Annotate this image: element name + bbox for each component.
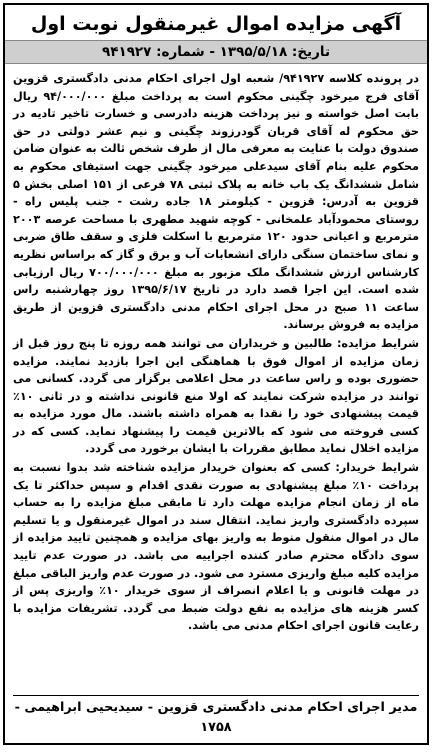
notice-body	[13, 70, 419, 635]
notice-title: آگهی مزایده اموال غیرمنقول نوبت اول	[30, 13, 402, 35]
buyer-conditions-paragraph: شرایط خریدار: کسی که بعنوان خریدار مزایده شناخته شد بدوا نسبت به پرداخت ۱۰٪ مبلغ پیشنهادی به صورت نقدی اقدام و سپس حداکثر تا یک ماه از زمان انجام مزایده مهلت دارد تا مابقی مبلغ مزایده را به حساب سپرده دادگستری واریز نماید. انتقال سند در اموال غیرمنقول و یا تسلیم مال در اموال منقول منوط به واریز بهای مزایده و همچنین تایید مزایده از سوی دادگاه محترم صادر کننده اجراییه می باشد. در صورت عدم تایید مزایده کلیه مبلغ واریزی مسترد می شود. در صورت عدم واریز الباقی مبلغ در مهلت قانونی و یا اعلام انصراف از سوی خریدار ۱۰٪ واریزی پس از کسر هزینه های مزایده به نفع دولت ضبط می گردد. تشریفات مزایده با رعایت قانون اجرای احکام مدنی می باشد.	[13, 461, 419, 633]
auction-conditions-paragraph: شرایط مزایده: طالبین و خریداران می توانند همه روزه تا پنج روز قبل از زمان مزایده از اموال فوق با هماهنگی این اجرا بازدید نمایند. مزایده حضوری بوده و راس ساعت در محل اعلامی برگزار می گردد. کسانی می توانند در مزایده شرکت نمایند که اولا منع قانونی نداشته و در ثانی ۱۰٪ قیمت پیشنهادی خود را نقدا به همراه داشته باشند. مال مورد مزایده به کسی فروخته می شود که بالاترین قیمت را پیشنهاد نماید. کسی که در مزایده اخلال نماید مطابق مقررات با ایشان برخورد می گردد.	[13, 336, 419, 456]
notice-date-number: تاریخ: ۱۳۹۵/۵/۱۸ - شماره: ۹۴۱۹۲۷	[5, 40, 427, 64]
notice-frame	[3, 3, 429, 745]
case-paragraph: در پرونده کلاسه ۹۴۱۹۲۷/ شعبه اول اجرای احکام مدنی دادگستری قزوین آقای فرج میرخود چگینی محکوم است به پرداخت مبلغ ۹۴/۰۰۰/۰۰۰ ریال بابت اصل خواسته و نیز پرداخت هزینه دادرسی و خسارت تاخیر تادیه در حق محکوم له آقای قربان گودرزوند چگینی و نیم عشر دولتی در حق صندوق دولت با عنایت به معرفی مال از طرف شخص ثالث به عنوان ضامن محکوم علیه بنام آقای سیدعلی میرخود چگینی جهت استیفای محکوم به شامل ششدانگ یک باب خانه به پلاک ثبتی ۷۸ فرعی از ۱۵۱ اصلی بخش ۵ قزوین به آدرس: قزوین - کیلومتر ۱۸ جاده رشت - جنب پلیس راه - روستای محمودآباد علمخانی - کوچه شهید مطهری با مساحت عرصه ۲۰۰۳ مترمربع و اعیانی حدود ۱۲۰ مترمربع با اسکلت فلزی و سقف طاق ضربی و نمای ساختمان سنگی دارای انشعابات آب و برق و گاز که براساس نظریه کارشناس ارزش ششدانگ ملک مزبور به مبلغ ۷۰۰/۰۰۰/۰۰۰ ریال ارزیابی شده است. این اجرا قصد دارد در تاریخ ۱۳۹۵/۶/۱۷ روز چهارشنبه راس ساعت ۱۱ صبح در محل اجرای احکام مدنی دادگستری قزوین از طریق مزایده به فروش برساند.	[13, 72, 420, 332]
notice-signature: مدیر اجرای احکام مدنی دادگستری قزوین - سیدیحیی ابراهیمی - ۱۷۵۸	[13, 695, 419, 738]
